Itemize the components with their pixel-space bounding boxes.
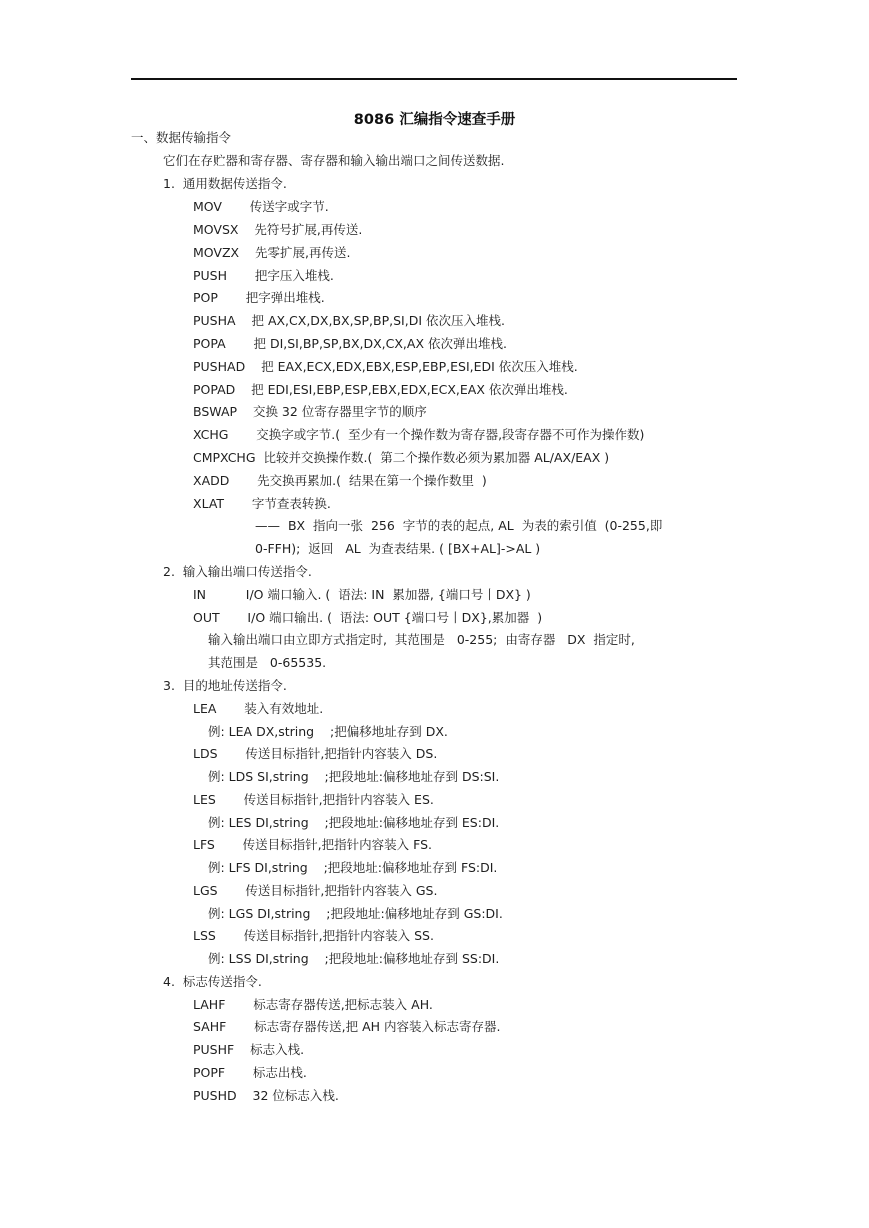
doc-line: PUSH 把字压入堆栈. <box>193 268 334 283</box>
doc-line: PUSHD 32 位标志入栈. <box>193 1088 339 1103</box>
doc-line: OUT I/O 端口输出. ( 语法: OUT {端口号丨DX},累加器 ) <box>193 610 543 625</box>
doc-line: 1. 通用数据传送指令. <box>163 176 287 191</box>
doc-line: 例: LFS DI,string ;把段地址:偏移地址存到 FS:DI. <box>208 860 498 875</box>
doc-line: PUSHAD 把 EAX,ECX,EDX,EBX,ESP,EBP,ESI,EDI 依次压入堆栈. <box>193 359 578 374</box>
doc-line: LES 传送目标指针,把指针内容装入 ES. <box>193 792 434 807</box>
doc-line: XLAT 字节查表转换. <box>193 496 331 511</box>
doc-line: SAHF 标志寄存器传送,把 AH 内容装入标志寄存器. <box>193 1019 501 1034</box>
doc-line: 4. 标志传送指令. <box>163 974 262 989</box>
doc-line: 例: LEA DX,string ;把偏移地址存到 DX. <box>208 724 448 739</box>
doc-line: 例: LES DI,string ;把段地址:偏移地址存到 ES:DI. <box>208 815 500 830</box>
doc-line: BSWAP 交换 32 位寄存器里字节的顺序 <box>193 404 427 419</box>
doc-line: XCHG 交换字或字节.( 至少有一个操作数为寄存器,段寄存器不可作为操作数) <box>193 427 645 442</box>
doc-line: 一、数据传输指令 <box>131 130 232 145</box>
doc-line: 其范围是 0-65535. <box>208 655 327 670</box>
doc-line: 3. 目的地址传送指令. <box>163 678 287 693</box>
doc-line: LGS 传送目标指针,把指针内容装入 GS. <box>193 883 438 898</box>
doc-line: LEA 装入有效地址. <box>193 701 324 716</box>
doc-line: 例: LGS DI,string ;把段地址:偏移地址存到 GS:DI. <box>208 906 503 921</box>
doc-line: 0-FFH); 返回 AL 为查表结果. ( [BX+AL]->AL ) <box>255 541 541 556</box>
doc-line: MOV 传送字或字节. <box>193 199 329 214</box>
doc-line: POPA 把 DI,SI,BP,SP,BX,DX,CX,AX 依次弹出堆栈. <box>193 336 507 351</box>
doc-line: LSS 传送目标指针,把指针内容装入 SS. <box>193 928 434 943</box>
doc-line: LFS 传送目标指针,把指针内容装入 FS. <box>193 837 433 852</box>
header-rule <box>131 78 737 80</box>
doc-line: XADD 先交换再累加.( 结果在第一个操作数里 ) <box>193 473 487 488</box>
doc-line: POP 把字弹出堆栈. <box>193 290 325 305</box>
doc-line: CMPXCHG 比较并交换操作数.( 第二个操作数必须为累加器 AL/AX/EAX ) <box>193 450 610 465</box>
doc-line: —— BX 指向一张 256 字节的表的起点, AL 为表的索引值 (0-255,即 <box>255 518 663 533</box>
doc-line: 2. 输入输出端口传送指令. <box>163 564 312 579</box>
doc-line: MOVZX 先零扩展,再传送. <box>193 245 351 260</box>
doc-line: 例: LSS DI,string ;把段地址:偏移地址存到 SS:DI. <box>208 951 500 966</box>
doc-line: LAHF 标志寄存器传送,把标志装入 AH. <box>193 997 433 1012</box>
doc-line: POPF 标志出栈. <box>193 1065 307 1080</box>
doc-line: LDS 传送目标指针,把指针内容装入 DS. <box>193 746 438 761</box>
doc-line: 输入输出端口由立即方式指定时, 其范围是 0-255; 由寄存器 DX 指定时, <box>208 632 635 647</box>
doc-line: MOVSX 先符号扩展,再传送. <box>193 222 363 237</box>
doc-line: 它们在存贮器和寄存器、寄存器和输入输出端口之间传送数据. <box>163 153 505 168</box>
page-title: 8086 汇编指令速查手册 <box>353 112 516 128</box>
doc-line: POPAD 把 EDI,ESI,EBP,ESP,EBX,EDX,ECX,EAX 依次弹出堆栈. <box>193 382 568 397</box>
doc-line: PUSHA 把 AX,CX,DX,BX,SP,BP,SI,DI 依次压入堆栈. <box>193 313 505 328</box>
doc-line: IN I/O 端口输入. ( 语法: IN 累加器, {端口号丨DX} ) <box>193 587 531 602</box>
doc-line: PUSHF 标志入栈. <box>193 1042 305 1057</box>
doc-line: 例: LDS SI,string ;把段地址:偏移地址存到 DS:SI. <box>208 769 500 784</box>
